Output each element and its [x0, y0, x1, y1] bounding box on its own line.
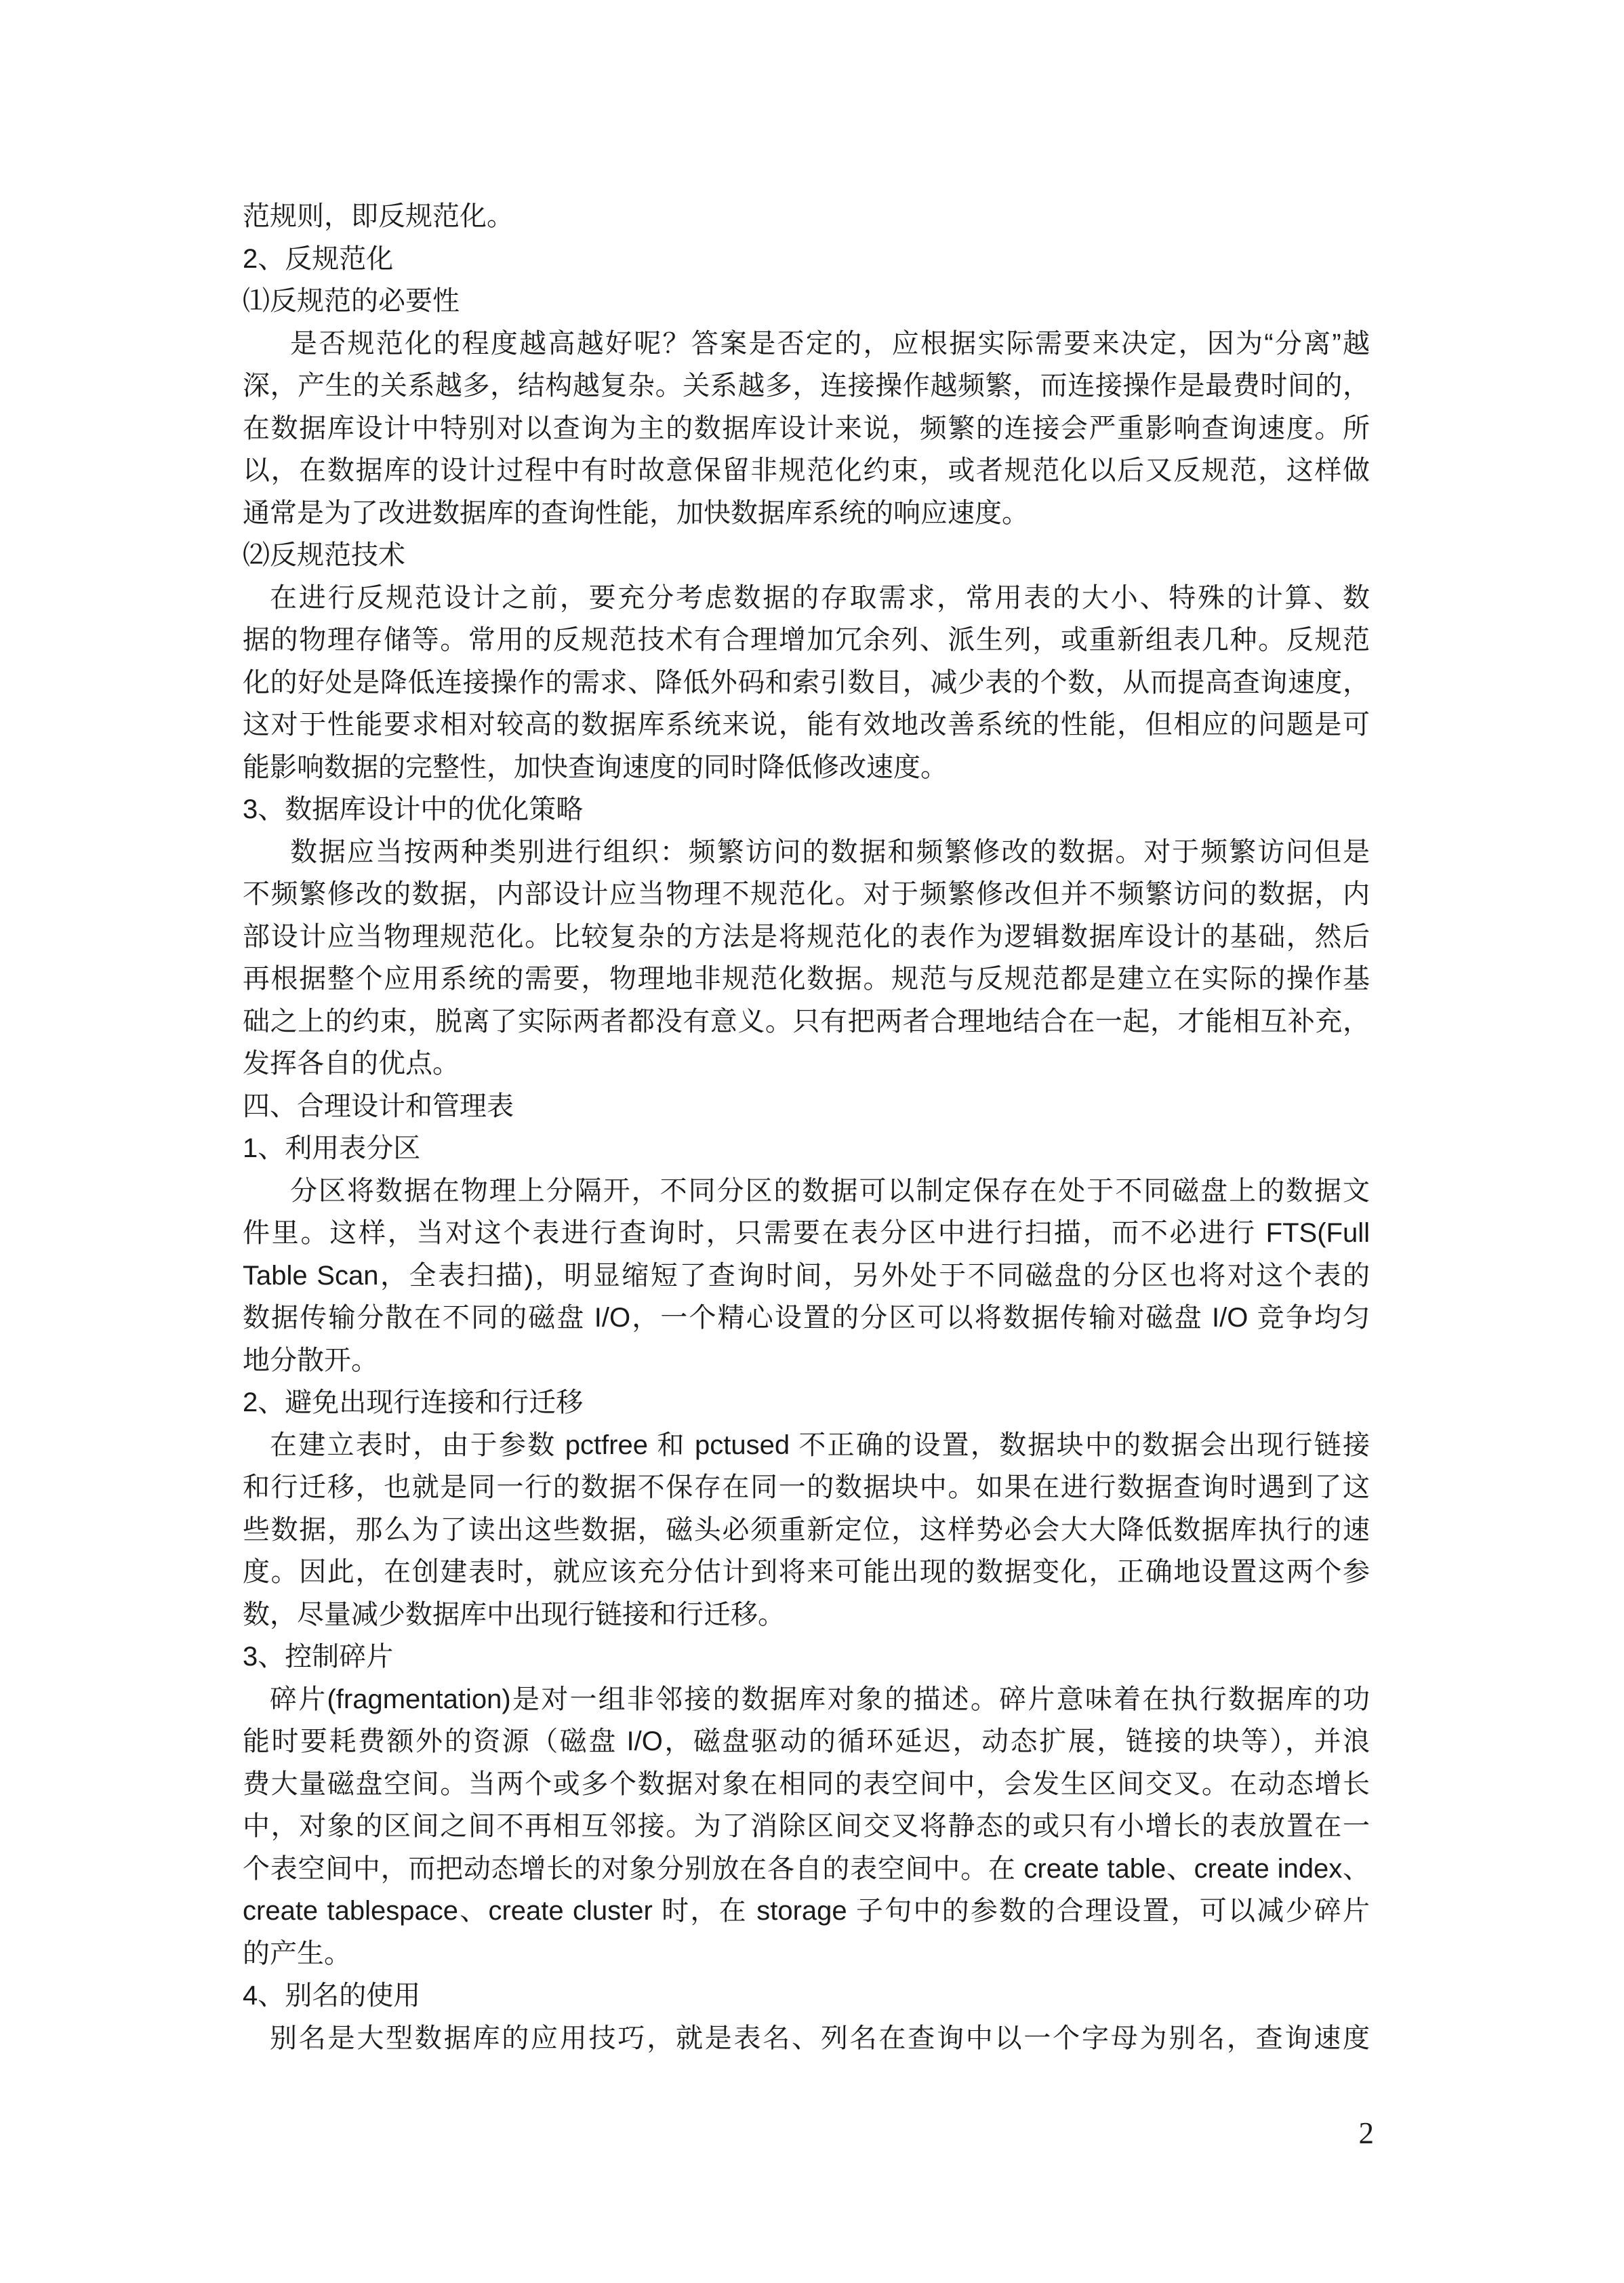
text-line: 再根据整个应用系统的需要，物理地非规范化数据。规范与反规范都是建立在实际的操作基 [243, 964, 1370, 994]
text-line: 分区将数据在物理上分隔开，不同分区的数据可以制定保存在处于不同磁盘上的数据文 [290, 1175, 1370, 1206]
text-line: 别名是大型数据库的应用技巧，就是表名、列名在查询中以一个字母为别名，查询速度 [270, 2023, 1370, 2053]
text-line: 地分散开。 [243, 1345, 378, 1375]
text-line: 费大量磁盘空间。当两个或多个数据对象在相同的表空间中，会发生区间交叉。在动态增长 [243, 1769, 1370, 1799]
text-line: 数据应当按两种类别进行组织：频繁访问的数据和频繁修改的数据。对于频繁访问但是 [290, 836, 1370, 867]
text-line: 和行迁移，也就是同一行的数据不保存在同一的数据块中。如果在进行数据查询时遇到了这 [243, 1472, 1370, 1502]
text-line: 中，对象的区间之间不再相互邻接。为了消除区间交叉将静态的或只有小增长的表放置在一 [243, 1811, 1370, 1841]
text-line: 不频繁修改的数据，内部设计应当物理不规范化。对于频繁修改但并不频繁访问的数据，内 [243, 879, 1370, 909]
text-line: 数，尽量减少数据库中出现行链接和行迁移。 [243, 1599, 785, 1630]
text-line: 础之上的约束，脱离了实际两者都没有意义。只有把两者合理地结合在一起，才能相互补充， [243, 1006, 1370, 1036]
text-line: 范规则，即反规范化。 [243, 201, 514, 231]
text-line: 深，产生的关系越多，结构越复杂。关系越多，连接操作越频繁，而连接操作是最费时间的， [243, 371, 1370, 401]
text-line: 碎片(fragmentation)是对一组非邻接的数据库对象的描述。碎片意味着在执行数据库的功 [270, 1684, 1370, 1714]
text-line: 通常是为了改进数据库的查询性能，加快数据库系统的响应速度。 [243, 498, 1029, 528]
page-number: 2 [1358, 2116, 1374, 2150]
text-line: 据的物理存储等。常用的反规范技术有合理增加冗余列、派生列，或重新组表几种。反规范 [243, 625, 1370, 655]
heading-line: 3、数据库设计中的优化策略 [243, 794, 584, 824]
heading-line: 1、利用表分区 [243, 1133, 421, 1163]
text-line: 能影响数据的完整性，加快查询速度的同时降低修改速度。 [243, 752, 948, 782]
heading-line: ⑴反规范的必要性 [243, 286, 460, 316]
text-line: 在进行反规范设计之前，要充分考虑数据的存取需求，常用表的大小、特殊的计算、数 [270, 582, 1370, 613]
text-line: 数据传输分散在不同的磁盘 I/O，一个精心设置的分区可以将数据传输对磁盘 I/O 竞争均匀 [243, 1303, 1370, 1333]
heading-line: 2、避免出现行连接和行迁移 [243, 1388, 584, 1417]
text-line: 以，在数据库的设计过程中有时故意保留非规范化约束，或者规范化以后又反规范，这样做 [243, 456, 1370, 485]
text-line: Table Scan，全表扫描)，明显缩短了查询时间，另外处于不同磁盘的分区也将对这个表的 [243, 1260, 1370, 1291]
heading-line: 2、反规范化 [243, 243, 394, 274]
text-line: 部设计应当物理规范化。比较复杂的方法是将规范化的表作为逻辑数据库设计的基础，然后 [243, 921, 1370, 952]
text-line: create tablespace、create cluster 时，在 storage 子句中的参数的合理设置，可以减少碎片 [243, 1896, 1370, 1926]
heading-line: 四、合理设计和管理表 [243, 1091, 514, 1121]
text-line: 度。因此，在创建表时，就应该充分估计到将来可能出现的数据变化，正确地设置这两个参 [243, 1557, 1370, 1587]
text-line: 在数据库设计中特别对以查询为主的数据库设计来说，频繁的连接会严重影响查询速度。所 [243, 413, 1370, 443]
text-line: 化的好处是降低连接操作的需求、降低外码和索引数目，减少表的个数，从而提高查询速度， [243, 667, 1370, 698]
heading-line: ⑵反规范技术 [243, 540, 405, 570]
text-line: 在建立表时，由于参数 pctfree 和 pctused 不正确的设置，数据块中的数据会出现行链接 [270, 1430, 1370, 1460]
heading-line: 4、别名的使用 [243, 1981, 421, 2011]
text-line: 些数据，那么为了读出这些数据，磁头必须重新定位，这样势必会大大降低数据库执行的速 [243, 1514, 1370, 1545]
text-line: 个表空间中，而把动态增长的对象分别放在各自的表空间中。在 create table、create index、 [243, 1853, 1370, 1884]
document-body [243, 195, 1370, 2059]
text-line: 的产生。 [243, 1938, 351, 1968]
text-line: 这对于性能要求相对较高的数据库系统来说，能有效地改善系统的性能，但相应的问题是可 [243, 710, 1370, 740]
heading-line: 3、控制碎片 [243, 1642, 394, 1672]
text-line: 是否规范化的程度越高越好呢？答案是否定的，应根据实际需要来决定，因为“分离”越 [290, 328, 1370, 359]
text-line: 发挥各自的优点。 [243, 1049, 460, 1078]
text-line: 能时要耗费额外的资源（磁盘 I/O，磁盘驱动的循环延迟，动态扩展，链接的块等），并浪 [243, 1726, 1370, 1756]
text-line: 件里。这样，当对这个表进行查询时，只需要在表分区中进行扫描，而不必进行 FTS(Full [243, 1218, 1370, 1248]
